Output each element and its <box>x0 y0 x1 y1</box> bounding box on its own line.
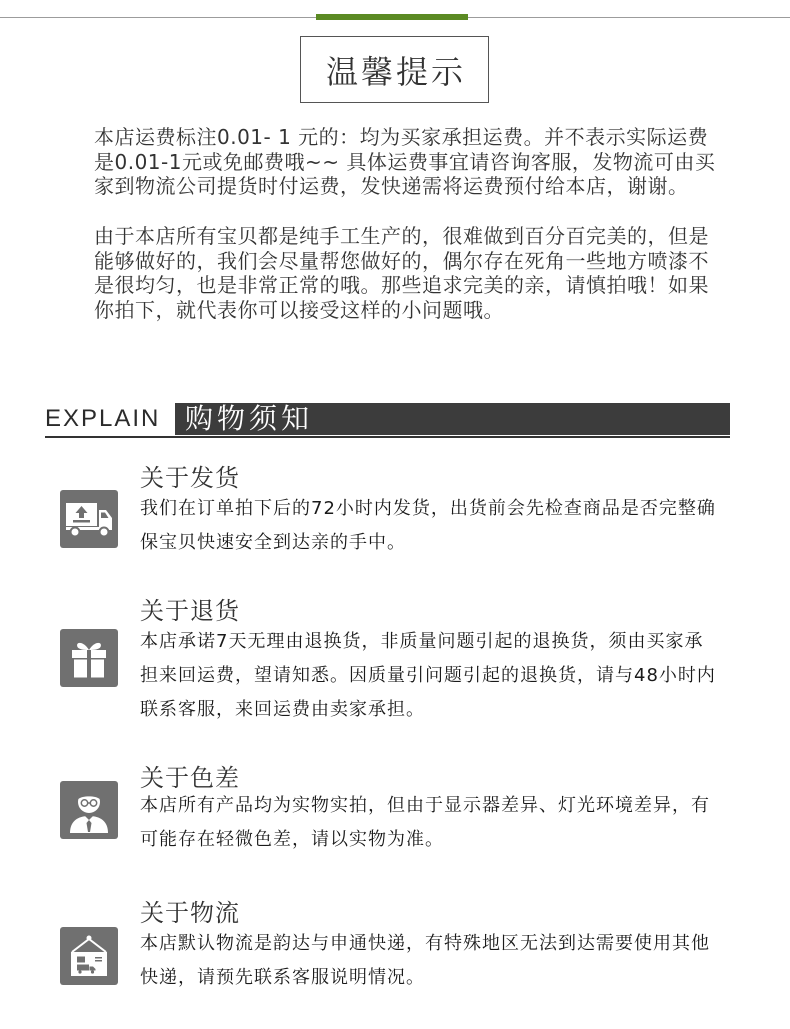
explain-header-bar <box>175 403 730 435</box>
notice-line: 家到物流公司提货时付运费，发快递需将运费预付给本店，谢谢。 <box>94 174 689 198</box>
customer-service-icon <box>60 781 118 839</box>
section-returns <box>0 597 790 720</box>
explain-underline <box>45 436 730 438</box>
body-line: 本店承诺7天无理由退换货，非质量问题引起的退换货，须由买家承 <box>140 631 704 652</box>
gift-icon <box>60 629 118 687</box>
body-line: 本店所有产品均为实物实拍，但由于显示器差异、灯光环境差异，有 <box>140 795 710 816</box>
body-line: 联系客服，来回运费由卖家承担。 <box>140 699 425 720</box>
notice-paragraph-shipping-fee <box>94 125 754 199</box>
page-title: 温馨提示 <box>325 52 466 91</box>
body-line: 保宝贝快速安全到达亲的手中。 <box>140 532 406 553</box>
section-heading: 关于色差 <box>140 764 240 792</box>
section-shipping <box>0 464 790 553</box>
body-line: 快递，请预先联系客服说明情况。 <box>140 967 425 988</box>
notice-paragraph-handmade <box>94 224 754 322</box>
body-line: 担来回运费，望请知悉。因质量引问题引起的退换货，请与48小时内 <box>140 665 716 686</box>
section-logistics <box>0 899 790 988</box>
package-icon <box>60 927 118 985</box>
gift-glyph <box>60 629 118 687</box>
section-body <box>140 789 760 857</box>
shopping-notice-title: 购物须知 <box>185 402 314 435</box>
body-line: 可能存在轻微色差，请以实物为准。 <box>140 829 444 850</box>
section-body <box>140 492 760 560</box>
truck-glyph <box>60 490 118 548</box>
notice-line: 由于本店所有宝贝都是纯手工生产的，很难做到百分百完美的，但是 <box>94 224 709 248</box>
top-accent-bar <box>316 14 468 20</box>
section-heading: 关于退货 <box>140 597 240 625</box>
notice-line: 本店运费标注0.01- 1 元的：均为买家承担运费。并不表示实际运费 <box>94 125 709 149</box>
section-color-difference <box>0 764 790 850</box>
section-body <box>140 625 760 727</box>
section-heading: 关于发货 <box>140 464 240 492</box>
body-line: 本店默认物流是韵达与申通快递，有特殊地区无法到达需要使用其他 <box>140 933 710 954</box>
section-heading: 关于物流 <box>140 899 240 927</box>
notice-line: 能够做好的，我们会尽量帮您做好的，偶尔存在死角一些地方喷漆不 <box>94 248 709 273</box>
notice-line: 你拍下，就代表你可以接受这样的小问题哦。 <box>94 297 504 322</box>
notice-line: 是很均匀，也是非常正常的哦。那些追求完美的亲，请慎拍哦！如果 <box>94 273 709 297</box>
explain-label: EXPLAIN <box>45 405 161 432</box>
customer-service-glyph <box>60 781 118 839</box>
body-line: 我们在订单拍下后的72小时内发货，出货前会先检查商品是否完整确 <box>140 498 716 519</box>
truck-icon <box>60 490 118 548</box>
package-glyph <box>60 927 118 985</box>
notice-line: 是0.01-1元或免邮费哦~~ 具体运费事宜请咨询客服，发物流可由买 <box>94 149 716 174</box>
title-box <box>300 36 489 103</box>
section-body <box>140 927 760 995</box>
